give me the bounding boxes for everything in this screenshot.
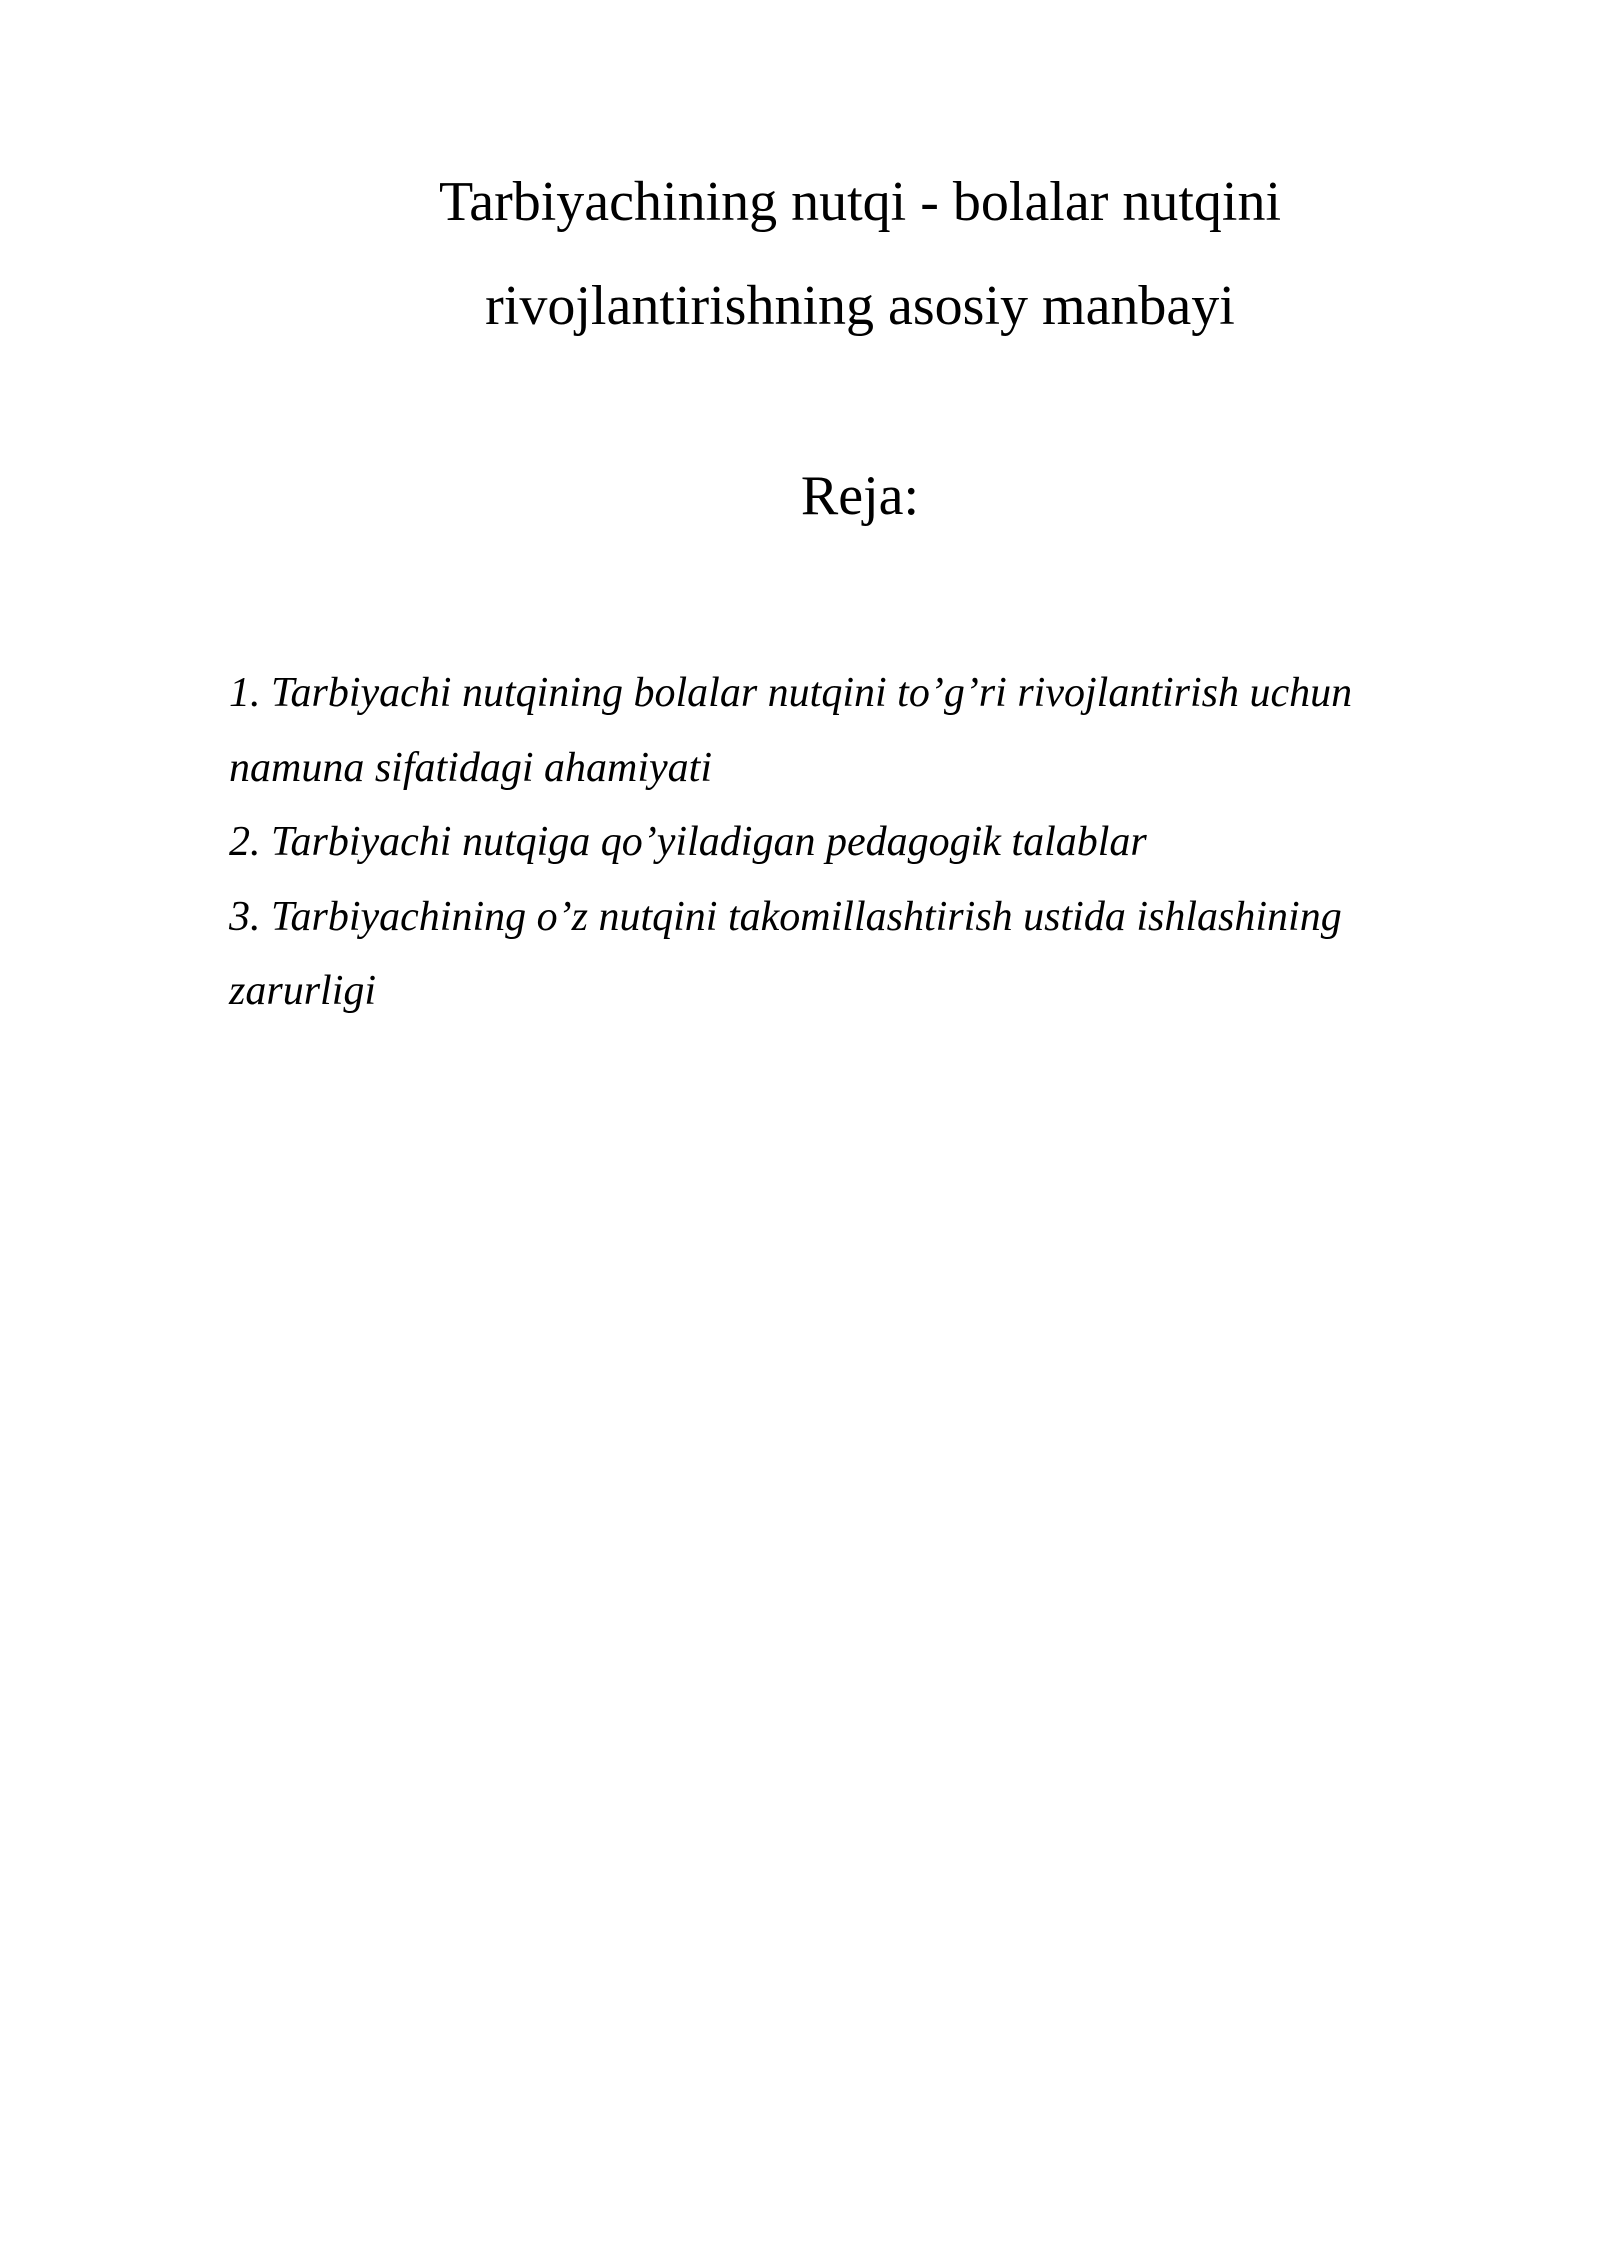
title-line-2: rivojlantirishning asosiy manbayi: [485, 275, 1235, 337]
plan-list: [229, 656, 1409, 1029]
plan-item-1: 1. Tarbiyachi nutqining bolalar nutqini to’g’ri rivojlantirish uchun namuna sifatidagi ahamiyati: [229, 670, 1353, 791]
plan-heading: Reja:: [800, 465, 920, 527]
plan-item-3: 3. Tarbiyachining o’z nutqini takomillashtirish ustida ishlashining zarurligi: [229, 893, 1342, 1014]
document-title: [260, 150, 1460, 358]
title-line-1: Tarbiyachining nutqi - bolalar nutqini: [438, 171, 1282, 233]
plan-item-2: 2. Tarbiyachi nutqiga qo’yiladigan pedagogik talablar: [229, 819, 1147, 865]
